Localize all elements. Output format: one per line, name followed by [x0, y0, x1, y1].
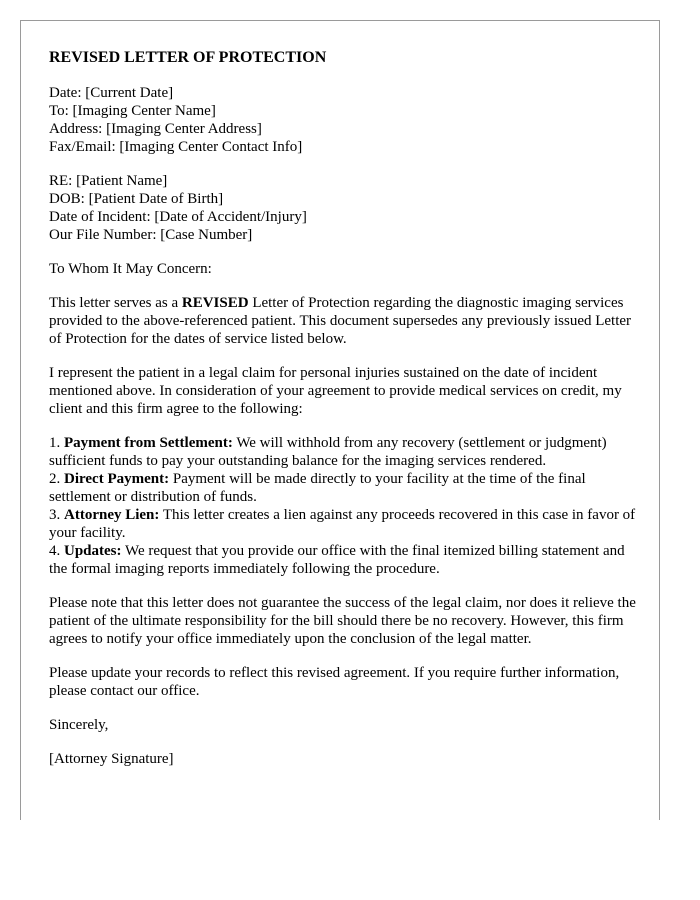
term-number: 4. [49, 543, 64, 559]
signature-placeholder: [Attorney Signature] [49, 751, 174, 767]
disclaimer-paragraph: Please note that this letter does not guarantee the success of the legal claim, nor does it relieve the patient of the ultimate responsibility for the bill should there be no recovery. However, this firm agrees to notify your office immediately upon the conclusion of the legal matter. [49, 595, 636, 647]
file-number-line: Our File Number: [Case Number] [49, 227, 253, 243]
re-patient-line: RE: [Patient Name] [49, 173, 168, 189]
term-item-attorney-lien [49, 506, 639, 542]
closing-request-paragraph: Please update your records to reflect this revised agreement. If you require further information, please contact our office. [49, 665, 620, 699]
term-text: We will withhold from any recovery (settlement or judgment) sufficient funds to pay your outstanding balance for the imaging services rendered. [49, 435, 607, 469]
dob-line: DOB: [Patient Date of Birth] [49, 191, 224, 207]
term-number: 3. [49, 507, 64, 523]
term-item-payment-from-settlement [49, 434, 639, 470]
term-heading: Attorney Lien: [64, 507, 160, 523]
reference-block [49, 172, 639, 244]
term-text: This letter creates a lien against any proceeds recovered in this case in favor of your facility. [49, 507, 636, 541]
intro-text-start: This letter serves as a [49, 295, 182, 311]
term-item-direct-payment [49, 470, 639, 506]
term-text: Payment will be made directly to your facility at the time of the final settlement or distribution of funds. [49, 471, 586, 505]
term-number: 2. [49, 471, 64, 487]
term-item-updates [49, 542, 639, 578]
revised-emphasis: REVISED [181, 295, 249, 311]
term-heading: Direct Payment: [64, 471, 170, 487]
terms-list [49, 434, 639, 578]
letter-content [49, 48, 639, 784]
contact-line: Fax/Email: [Imaging Center Contact Info] [49, 139, 303, 155]
letter-page [20, 20, 660, 820]
letter-title: REVISED LETTER OF PROTECTION [49, 49, 327, 66]
intro-paragraph [49, 294, 639, 348]
to-line: To: [Imaging Center Name] [49, 103, 216, 119]
term-heading: Payment from Settlement: [64, 435, 233, 451]
term-text: We request that you provide our office with the final itemized billing statement and the formal imaging reports immediately following the procedure. [49, 543, 625, 577]
incident-date-line: Date of Incident: [Date of Accident/Injury] [49, 209, 307, 225]
signoff: Sincerely, [49, 717, 109, 733]
date-line: Date: [Current Date] [49, 85, 174, 101]
recipient-block [49, 84, 639, 156]
term-number: 1. [49, 435, 64, 451]
address-line: Address: [Imaging Center Address] [49, 121, 262, 137]
intro-text-end: Letter of Protection regarding the diagnostic imaging services provided to the above-referenced patient. This document supersedes any previously issued Letter of Protection for the dates of service listed below. [49, 295, 632, 347]
representation-paragraph: I represent the patient in a legal claim for personal injuries sustained on the date of incident mentioned above. In consideration of your agreement to provide medical services on credit, my client and this firm agree to the following: [49, 365, 622, 417]
term-heading: Updates: [64, 543, 122, 559]
salutation: To Whom It May Concern: [49, 261, 212, 277]
